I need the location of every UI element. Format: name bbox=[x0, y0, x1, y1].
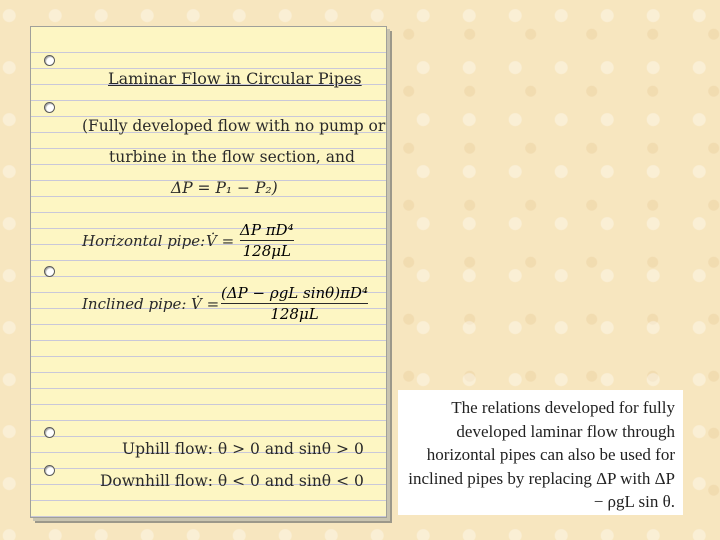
horizontal-flow-fraction bbox=[240, 221, 294, 260]
horizontal-numerator: ΔP πD⁴ bbox=[240, 221, 294, 239]
inclined-pipe-label: Inclined pipe: bbox=[82, 295, 187, 313]
horizontal-denominator: 128μL bbox=[242, 242, 291, 260]
fraction-bar bbox=[240, 240, 294, 241]
explanation-text: The relations developed for fully developed laminar flow through horizontal pipes can also be used for inclined pipes by replacing ΔP with ΔP − ρgL sin θ. bbox=[408, 398, 675, 511]
binder-hole-icon bbox=[44, 55, 55, 66]
inclined-flow-lhs: V̇ = bbox=[191, 295, 220, 313]
horizontal-pipe-label: Horizontal pipe: bbox=[82, 232, 206, 250]
inclined-numerator: (ΔP − ρgL sinθ)πD⁴ bbox=[221, 284, 368, 302]
downhill-flow-text: Downhill flow: θ < 0 and sinθ < 0 bbox=[100, 472, 364, 490]
intro-line-1: (Fully developed flow with no pump or bbox=[82, 117, 386, 135]
horizontal-flow-lhs: V̇ = bbox=[206, 232, 235, 250]
pressure-drop-equation: ΔP = P₁ − P₂) bbox=[171, 179, 278, 197]
fraction-bar bbox=[221, 303, 368, 304]
inclined-flow-fraction bbox=[221, 284, 368, 323]
binder-hole-icon bbox=[44, 266, 55, 277]
binder-hole-icon bbox=[44, 465, 55, 476]
notebook-card bbox=[30, 26, 387, 518]
binder-hole-icon bbox=[44, 102, 55, 113]
inclined-denominator: 128μL bbox=[270, 305, 319, 323]
explanation-note bbox=[398, 390, 683, 515]
uphill-flow-text: Uphill flow: θ > 0 and sinθ > 0 bbox=[122, 440, 364, 458]
card-title: Laminar Flow in Circular Pipes bbox=[108, 69, 362, 88]
binder-hole-icon bbox=[44, 427, 55, 438]
intro-line-2: turbine in the flow section, and bbox=[109, 148, 355, 166]
